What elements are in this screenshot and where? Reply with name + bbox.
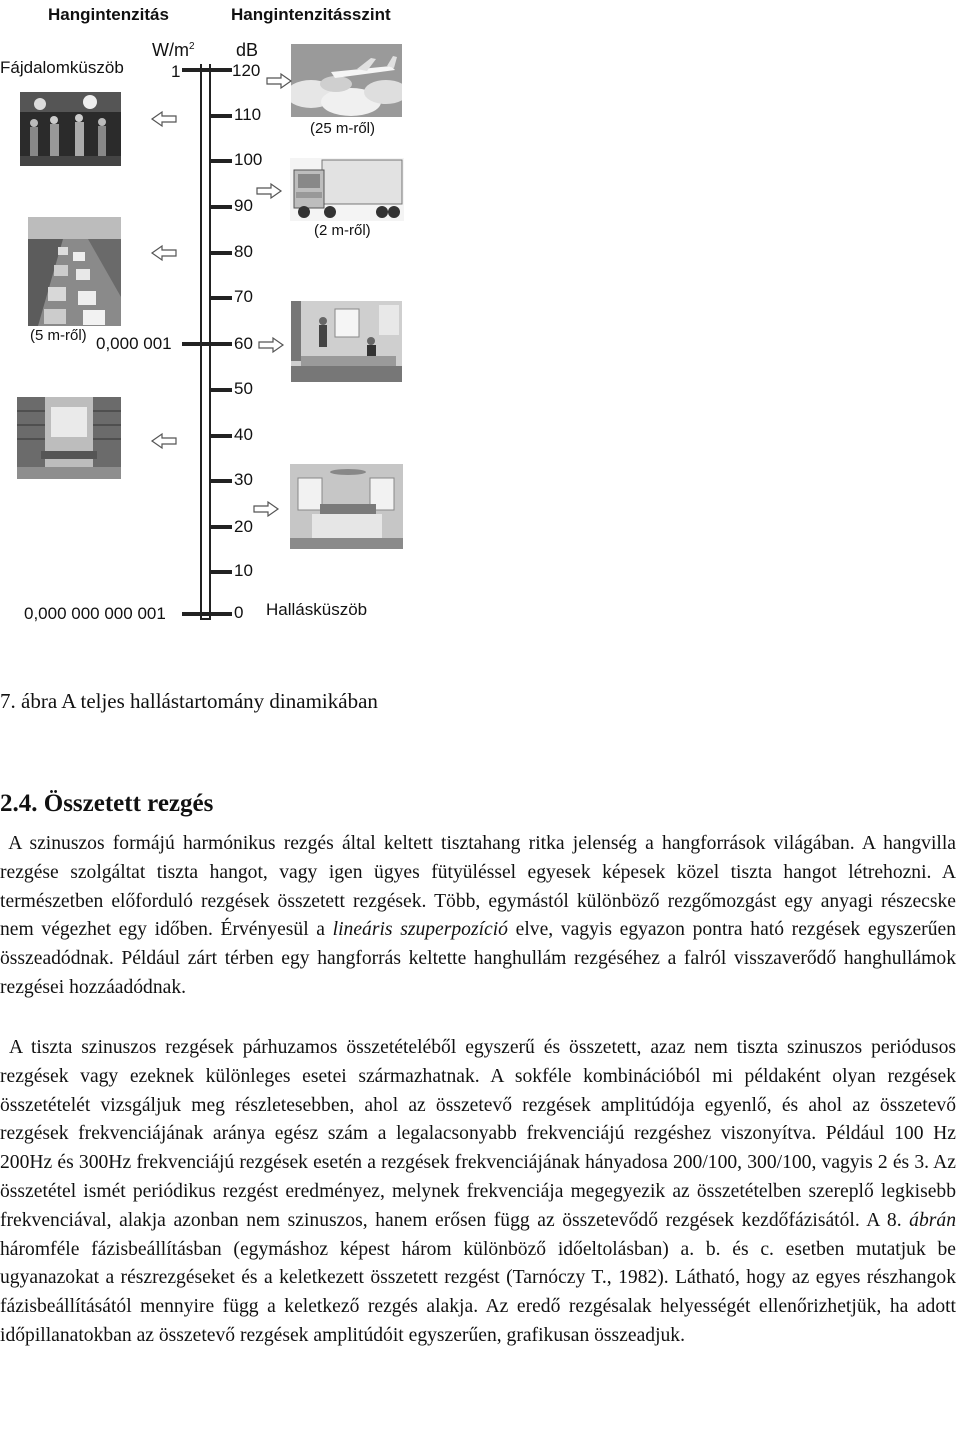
db-label: 50 [234, 379, 253, 398]
pain-threshold-label: Fájdalomküszöb [0, 58, 124, 77]
note-5m: (5 m-ről) [30, 327, 87, 344]
sound-intensity-figure [0, 0, 960, 630]
paragraph-2: A tiszta szinuszos rezgések párhuzamos összetételéből egyszerű és összetett, azaz nem tiszta szinuszos periódusos rezgések vagy ezeknek különleges esetei származhatnak. A sokféle kombinációból mi példaként olyan rezgések összetételét vizsgáljuk meg részletesebben, ahol az összetevő rezgések amplitúdója egyenlő, és ahol az összetevő rezgések frekvenciájának aránya egész szám a legalacsonyabb frekvenciájú rezgéshez viszonyítva. Például 100 Hz 200Hz és 300Hz frekvenciájú rezgések esetén a rezgések frekvenciájának hányadosa 200/100, 300/100, vagyis 2 és 3. Az összetétel ismét periódikus rezgést eredményez, melynek frekvenciája megegyezik az összetételben szereplő legkisebb frekvenciával, alakja azonban nem szinuszos, hanem erősen függ az összetevődő rezgések kezdőfázisától. A 8. ábrán háromféle fázisbeállításban (egymáshoz képest három különböző időeltolásban) a. b. és c. esetben mutatjuk be ugyanazokat a részrezgéseket és a keletkezett összetett rezgést (Tarnóczy T., 1982). Látható, hogy az egyes részhangok fázisbeállításától mennyire függ a keletkező rezgés alakja. Az eredő rezgésalak helyességét ellenőrizhetjük, ha adott időpillanatokban az összetevő rezgések amplitúdóit egyszerűen, grafikusan összeadjuk. [0, 1037, 956, 1346]
airplane-photo [291, 44, 402, 117]
arrow-left-icon [150, 244, 178, 262]
header-intensity-level: Hangintenzitásszint [231, 5, 391, 24]
paragraph-1: A szinuszos formájú harmónikus rezgés által keltett tisztahang ritka jelenség a hangforrások világában. A hangvilla rezgése szolgáltat tiszta hangot, vagy igen ügyes fütyüléssel egyesek képesek közel tiszta hangot létrehozni. A természetben előforduló rezgések összetett rezgések. Több, egymástól különböző rezgőmozgást egy anyagi részecske nem végezhet egy időben. Érvényesül a lineáris szuperpozíció elve, vagyis egyazon pontra ható rezgések egyszerűen összeadódnak. Például zárt térben egy hangforrás keltette hanghullám rezgéséhez a falról visszaverődő hanghullámok rezgései hozzáadódnak. [0, 833, 956, 998]
bedroom-photo [290, 464, 403, 549]
section-heading: 2.4. Összetett rezgés [0, 790, 214, 817]
scale-tick [211, 479, 232, 483]
db-label: 60 [234, 334, 253, 353]
db-label: 120 [232, 61, 261, 80]
db-label: 0 [234, 603, 244, 622]
note-2m: (2 m-ről) [314, 222, 371, 239]
intensity-value-low: 0,000 000 000 001 [24, 604, 166, 623]
db-label: 110 [234, 105, 262, 124]
arrow-left-icon [150, 432, 178, 450]
truck-photo [290, 158, 404, 221]
scale-tick [211, 114, 232, 118]
scale-tick [182, 612, 232, 616]
scale-tick [211, 159, 232, 163]
traffic-photo [28, 217, 121, 326]
unit-db: dB [236, 40, 259, 60]
header-intensity: Hangintenzitás [48, 5, 169, 24]
scale-tick [211, 251, 232, 255]
db-label: 30 [234, 470, 253, 489]
arrow-right-icon [257, 336, 285, 354]
db-label: 80 [234, 242, 253, 261]
db-label: 10 [234, 561, 253, 580]
scale-tick [211, 388, 232, 392]
intensity-value-mid: 0,000 001 [96, 334, 172, 353]
db-label: 100 [234, 150, 263, 169]
scale-tick [211, 205, 232, 209]
hearing-threshold-label: Hallásküszöb [266, 600, 368, 619]
intensity-value-1: 1 [171, 62, 181, 81]
concert-photo [20, 92, 121, 166]
arrow-right-icon [255, 182, 283, 200]
unit-w-per-m2: $W/m^2$ [152, 40, 195, 60]
scale-tick [211, 570, 232, 574]
db-label: 70 [234, 287, 253, 306]
scale-tick [182, 342, 232, 346]
scale-tick [211, 296, 232, 300]
arrow-right-icon [252, 500, 280, 518]
arrow-left-icon [150, 110, 178, 128]
arrow-right-icon [265, 72, 293, 90]
db-label: 40 [234, 425, 253, 444]
meeting-room-photo [291, 301, 402, 382]
scale-tick [211, 525, 232, 529]
db-label: 90 [234, 196, 253, 215]
library-photo [17, 397, 121, 479]
scale-tick [211, 434, 232, 438]
figure-caption: 7. ábra A teljes hallástartomány dinamikában [0, 689, 378, 713]
note-25m: (25 m-ről) [310, 120, 376, 137]
db-label: 20 [234, 517, 253, 536]
scale-tick [182, 68, 232, 72]
